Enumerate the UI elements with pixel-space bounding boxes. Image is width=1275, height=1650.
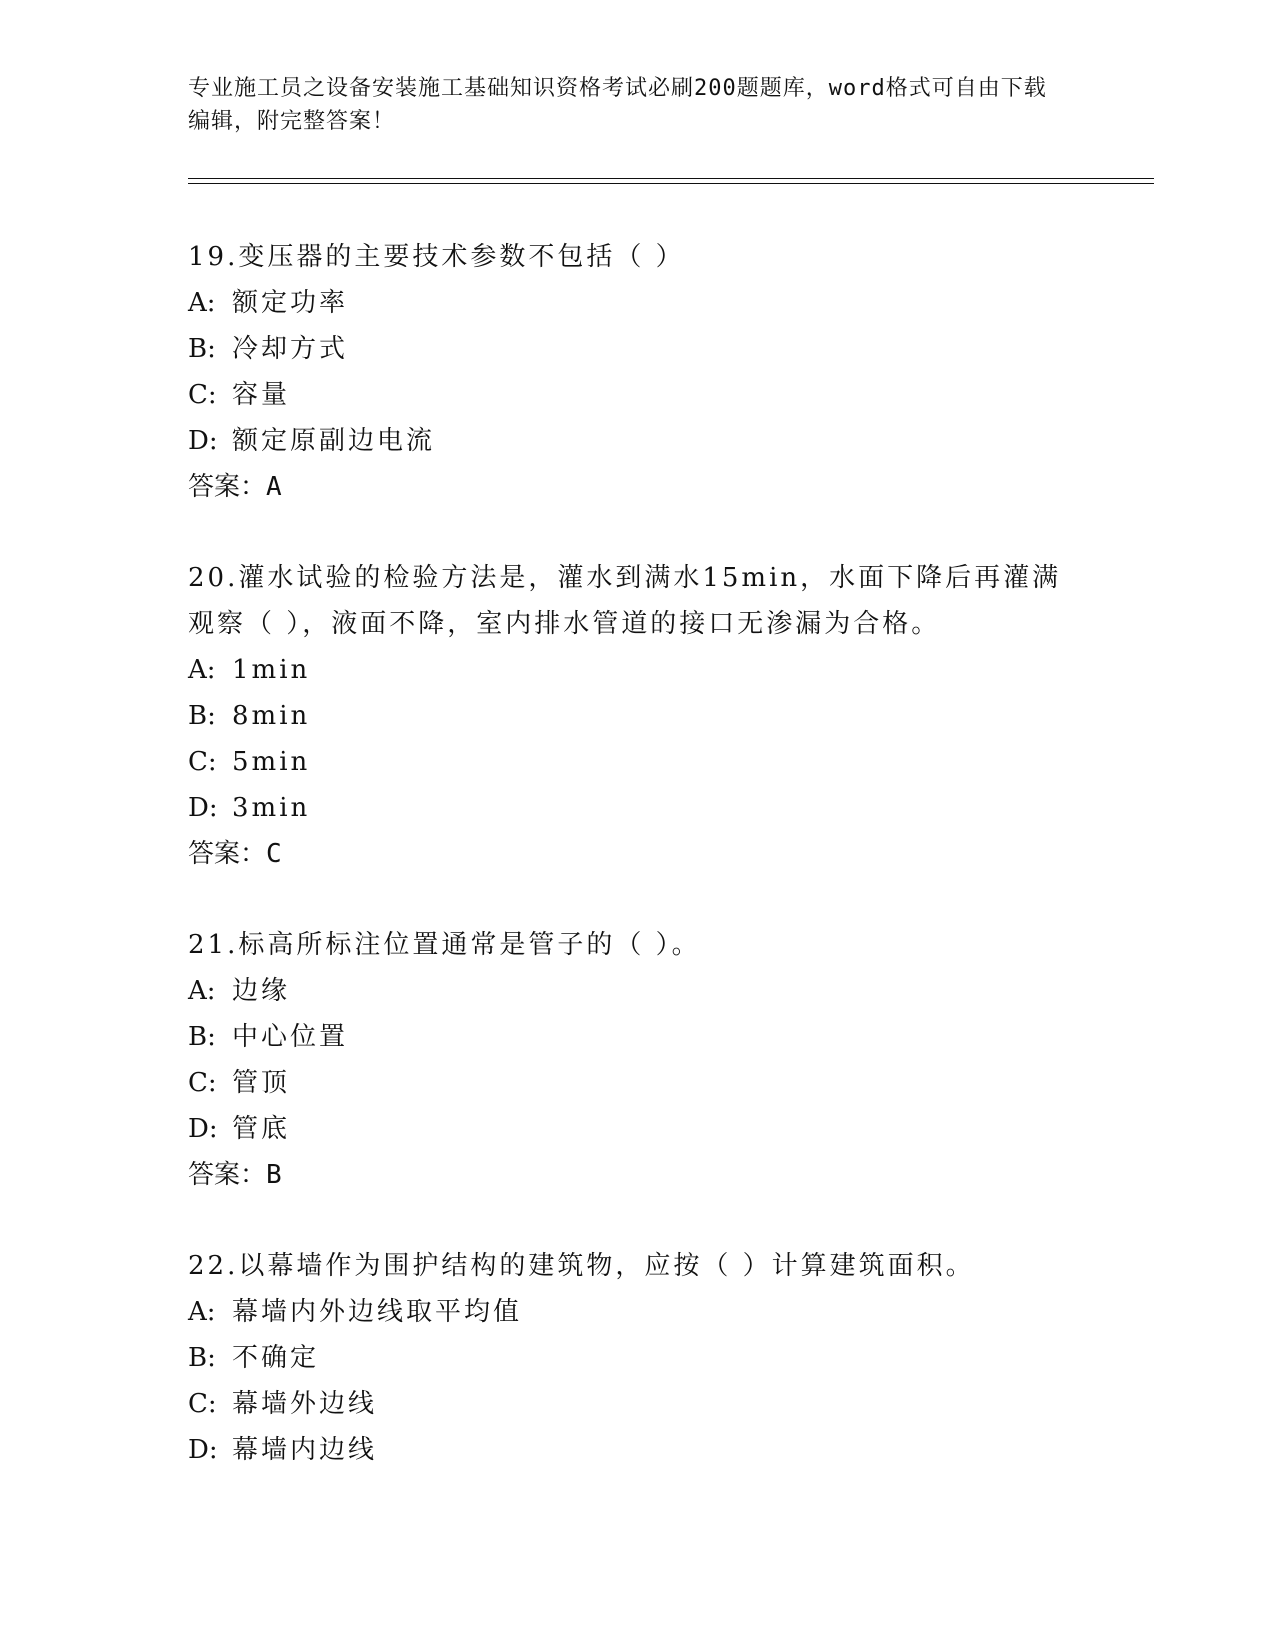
option-key: A: (188, 288, 216, 318)
question-21 (188, 922, 1088, 1198)
option-key: A: (188, 655, 216, 685)
option-text: 8min (232, 701, 311, 731)
option-d (188, 1106, 1088, 1152)
option-key: A: (188, 976, 216, 1006)
option-c (188, 1060, 1088, 1106)
question-text: 20.灌水试验的检验方法是，灌水到满水15min，水面下降后再灌满观察（ ），液面不降，室内排水管道的接口无渗漏为合格。 (188, 563, 1062, 639)
question-text: 19.变压器的主要技术参数不包括（ ） (188, 242, 685, 272)
header-divider-bottom (188, 183, 1154, 184)
option-d (188, 785, 1088, 831)
option-b (188, 1335, 1088, 1381)
option-key: B: (188, 1343, 216, 1373)
option-a (188, 280, 1088, 326)
option-key: C: (188, 1389, 217, 1419)
option-b (188, 326, 1088, 372)
option-key: C: (188, 380, 217, 410)
question-list (188, 234, 1088, 1518)
option-key: D: (188, 1435, 218, 1465)
option-d (188, 1427, 1088, 1473)
option-d (188, 418, 1088, 464)
option-key: B: (188, 701, 216, 731)
option-text: 幕墙内边线 (232, 1435, 378, 1465)
option-text: 额定功率 (232, 288, 349, 318)
option-key: D: (188, 793, 218, 823)
option-text: 管底 (232, 1114, 291, 1144)
option-b (188, 1014, 1088, 1060)
question-text: 21.标高所标注位置通常是管子的（ ）。 (188, 930, 701, 960)
option-text: 不确定 (232, 1343, 320, 1373)
option-c (188, 739, 1088, 785)
option-key: C: (188, 1068, 217, 1098)
option-text: 3min (232, 793, 311, 823)
option-key: C: (188, 747, 217, 777)
option-text: 额定原副边电流 (232, 426, 436, 456)
question-19 (188, 234, 1088, 510)
option-key: B: (188, 1022, 216, 1052)
question-text: 22.以幕墙作为围护结构的建筑物，应按（ ）计算建筑面积。 (188, 1251, 975, 1281)
option-a (188, 968, 1088, 1014)
answer-line: 答案：C (188, 839, 282, 869)
option-b (188, 693, 1088, 739)
option-text: 幕墙内外边线取平均值 (232, 1297, 523, 1327)
option-key: D: (188, 426, 218, 456)
option-text: 5min (232, 747, 311, 777)
option-c (188, 372, 1088, 418)
option-key: D: (188, 1114, 218, 1144)
option-text: 1min (232, 655, 311, 685)
option-text: 容量 (232, 380, 291, 410)
option-text: 管顶 (232, 1068, 291, 1098)
option-key: B: (188, 334, 216, 364)
option-c (188, 1381, 1088, 1427)
header-divider-top (188, 178, 1154, 179)
option-text: 边缘 (232, 976, 291, 1006)
question-20 (188, 555, 1088, 877)
option-text: 中心位置 (232, 1022, 349, 1052)
answer-line: 答案：A (188, 472, 282, 502)
option-key: A: (188, 1297, 216, 1327)
answer-line: 答案：B (188, 1160, 282, 1190)
option-text: 冷却方式 (232, 334, 349, 364)
option-a (188, 647, 1088, 693)
document-header: 专业施工员之设备安装施工基础知识资格考试必刷200题题库，word格式可自由下载编辑，附完整答案！ (188, 76, 1047, 134)
option-text: 幕墙外边线 (232, 1389, 378, 1419)
option-a (188, 1289, 1088, 1335)
question-22 (188, 1243, 1088, 1473)
